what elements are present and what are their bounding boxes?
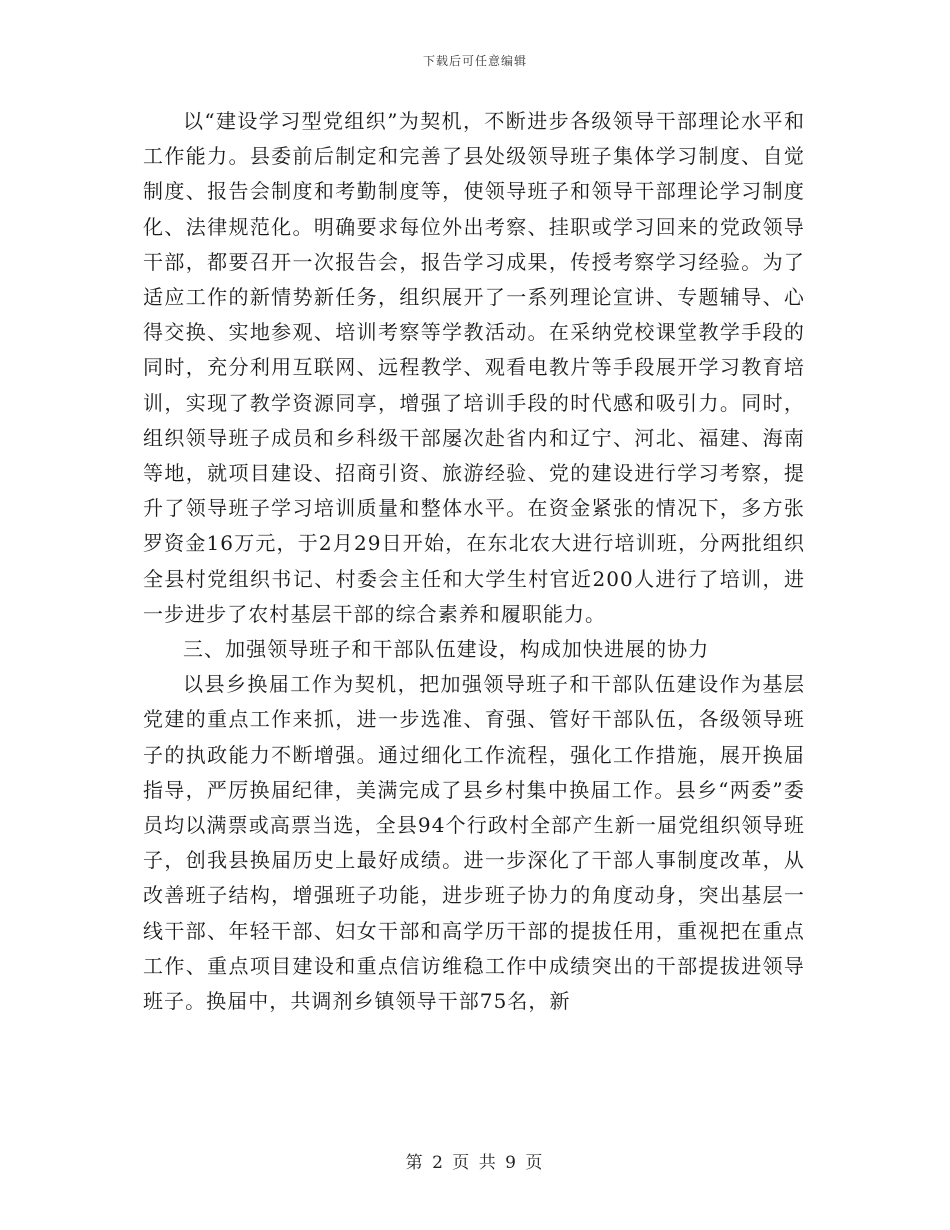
page-header-note: 下载后可任意编辑 xyxy=(422,54,527,68)
section-heading: 三、加强领导班子和干部队伍建设，构成加快进展的协力 xyxy=(183,637,710,662)
body-paragraph: 以县乡换届工作为契机，把加强领导班子和干部队伍建设作为基层党建的重点工作来抓，进一步选准、育强、管好干部队伍，各级领导班子的执政能力不断增强。通过细化工作流程，强化工作措施，展开换届指导，严厉换届纪律，美满完成了县乡村集中换届工作。县乡“两委”委员均以满票或高票当选，全县94个行政村全部产生新一届党组织领导班子，创我县换届历史上最好成绩。进一步深化了干部人事制度改革，从改善班子结构，增强班子功能，进步班子协力的角度动身，突出基层一线干部、年轻干部、妇女干部和高学历干部的提拔任用，重视把在重点工作、重点项目建设和重点信访维稳工作中成绩突出的干部提拔进领导班子。换届中，共调剂乡镇领导干部75名，新 xyxy=(143,672,805,1014)
document-body xyxy=(143,104,805,1019)
body-paragraph: 以“建设学习型党组织”为契机，不断进步各级领导干部理论水平和工作能力。县委前后制定和完善了县处级领导班子集体学习制度、自觉制度、报告会制度和考勤制度等，使领导班子和领导干部理论学习制度化、法律规范化。明确要求每位外出考察、挂职或学习回来的党政领导干部，都要召开一次报告会，报告学习成果，传授考察学习经验。为了适应工作的新情势新任务，组织展开了一系列理论宣讲、专题辅导、心得交换、实地参观、培训考察等学教活动。在采纳党校课堂教学手段的同时，充分利用互联网、远程教学、观看电教片等手段展开学习教育培训，实现了教学资源同享，增强了培训手段的时代感和吸引力。同时，组织领导班子成员和乡科级干部屡次赴省内和辽宁、河北、福建、海南等地，就项目建设、招商引资、旅游经验、党的建设进行学习考察，提升了领导班子学习培训质量和整体水平。在资金紧张的情况下，多方张罗资金16万元，于2月29日开始，在东北农大进行培训班，分两批组织全县村党组织书记、村委会主任和大学生村官近200人进行了培训，进一步进步了农村基层干部的综合素养和履职能力。 xyxy=(143,109,805,626)
page-number: 第 2 页 共 9 页 xyxy=(405,1153,545,1173)
